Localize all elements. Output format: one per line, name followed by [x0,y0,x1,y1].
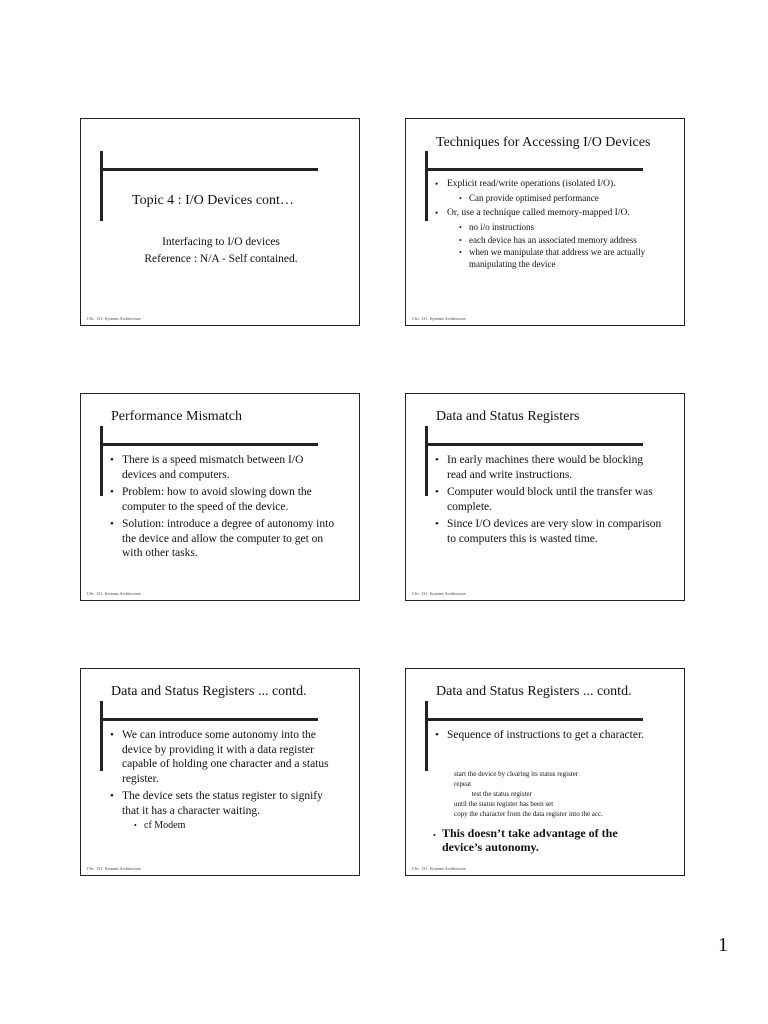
bullet-item: • There is a speed mismatch between I/O devices and computers. [110,453,335,482]
slide-footer: CSc. 131: Systems Architecture [412,591,466,596]
bullet-item: • Explicit read/write operations (isolated I/O). • Can provide optimised performance [435,178,675,205]
slide-horizontal-rule [100,443,318,446]
page-number: 1 [718,934,728,956]
slide-footer: CSc. 131: Systems Architecture [87,866,141,871]
sub-bullet-list [122,819,342,832]
slide-title: Data and Status Registers [436,409,580,424]
bullet-list [435,178,675,272]
code-line: start the device by clearing its status register [454,770,579,778]
slide-horizontal-rule [425,718,643,721]
slide-horizontal-rule [425,168,643,171]
slide-title: Data and Status Registers ... contd. [436,684,632,699]
slide-horizontal-rule [100,168,318,171]
bullet-list [435,453,665,549]
slide-vertical-rule [425,426,428,496]
slide-note: This doesn’t take advantage of the device’s autonomy. [442,826,618,854]
code-block [454,769,603,819]
slide-horizontal-rule [425,443,643,446]
sub-bullet-item: • Can provide optimised performance [459,192,675,205]
slide-title: Performance Mismatch [111,409,243,424]
bullet-item: • Since I/O devices are very slow in comparison to computers this is wasted time. [435,517,665,546]
sub-bullet-list [447,192,675,205]
bullet-item: • The device sets the status register to signify that it has a character waiting. • cf Modem [110,789,342,832]
slide-1 [80,118,360,326]
slide-title: Techniques for Accessing I/O Devices [436,135,651,150]
bullet-item: • In early machines there would be blocking read and write instructions. [435,453,665,482]
note-bullet: • [433,831,436,840]
subtitle-line: Interfacing to I/O devices [162,236,280,248]
bullet-item: • We can introduce some autonomy into the device by providing it with a data register capable of holding one character and a status register. [110,728,342,786]
slide-2 [405,118,685,326]
bullet-item: • Or, use a technique called memory-mapped I/O. • no i/o instructions • each device has an associated memory address • when we manipulate that address we are actually manipulating the device [435,207,675,270]
slide-vertical-rule [100,426,103,496]
bullet-item: • Sequence of instructions to get a character. [435,728,675,743]
bullet-list [110,728,342,835]
slide-title: Data and Status Registers ... contd. [111,684,307,699]
slide-vertical-rule [425,151,428,221]
code-line: repeat [454,780,472,788]
sub-bullet-list [447,221,675,270]
subtitle-line: Reference : N/A - Self contained. [144,253,298,265]
slide-6 [405,668,685,876]
bullet-item: • Solution: introduce a degree of autonomy into the device and allow the computer to get on with other tasks. [110,517,335,561]
slide-footer: CSc. 131: Systems Architecture [412,866,466,871]
code-line: until the status register has been set [454,800,554,808]
slide-3 [80,393,360,601]
code-line: test the status register [454,790,532,798]
bullet-item: • Computer would block until the transfer was complete. [435,485,665,514]
sub-bullet-item: • cf Modem [134,819,342,832]
slide-horizontal-rule [100,718,318,721]
slide-footer: CSc. 131: Systems Architecture [412,316,466,321]
sub-bullet-item: • each device has an associated memory address [459,234,675,247]
slide-4 [405,393,685,601]
slide-title: Topic 4 : I/O Devices cont… [132,193,294,208]
slide-footer: CSc. 131: Systems Architecture [87,591,141,596]
bullet-item: • Problem: how to avoid slowing down the computer to the speed of the device. [110,485,335,514]
slide-5 [80,668,360,876]
sub-bullet-item: • when we manipulate that address we are actually manipulating the device [459,247,675,270]
slide-vertical-rule [100,701,103,771]
bullet-list [435,728,675,746]
slide-footer: CSc. 131: Systems Architecture [87,316,141,321]
slide-vertical-rule [100,151,103,221]
sub-bullet-item: • no i/o instructions [459,221,675,234]
slide-subtitle [81,234,361,268]
slide-vertical-rule [425,701,428,771]
bullet-list [110,453,335,564]
code-line: copy the character from the data register into the acc. [454,810,603,818]
